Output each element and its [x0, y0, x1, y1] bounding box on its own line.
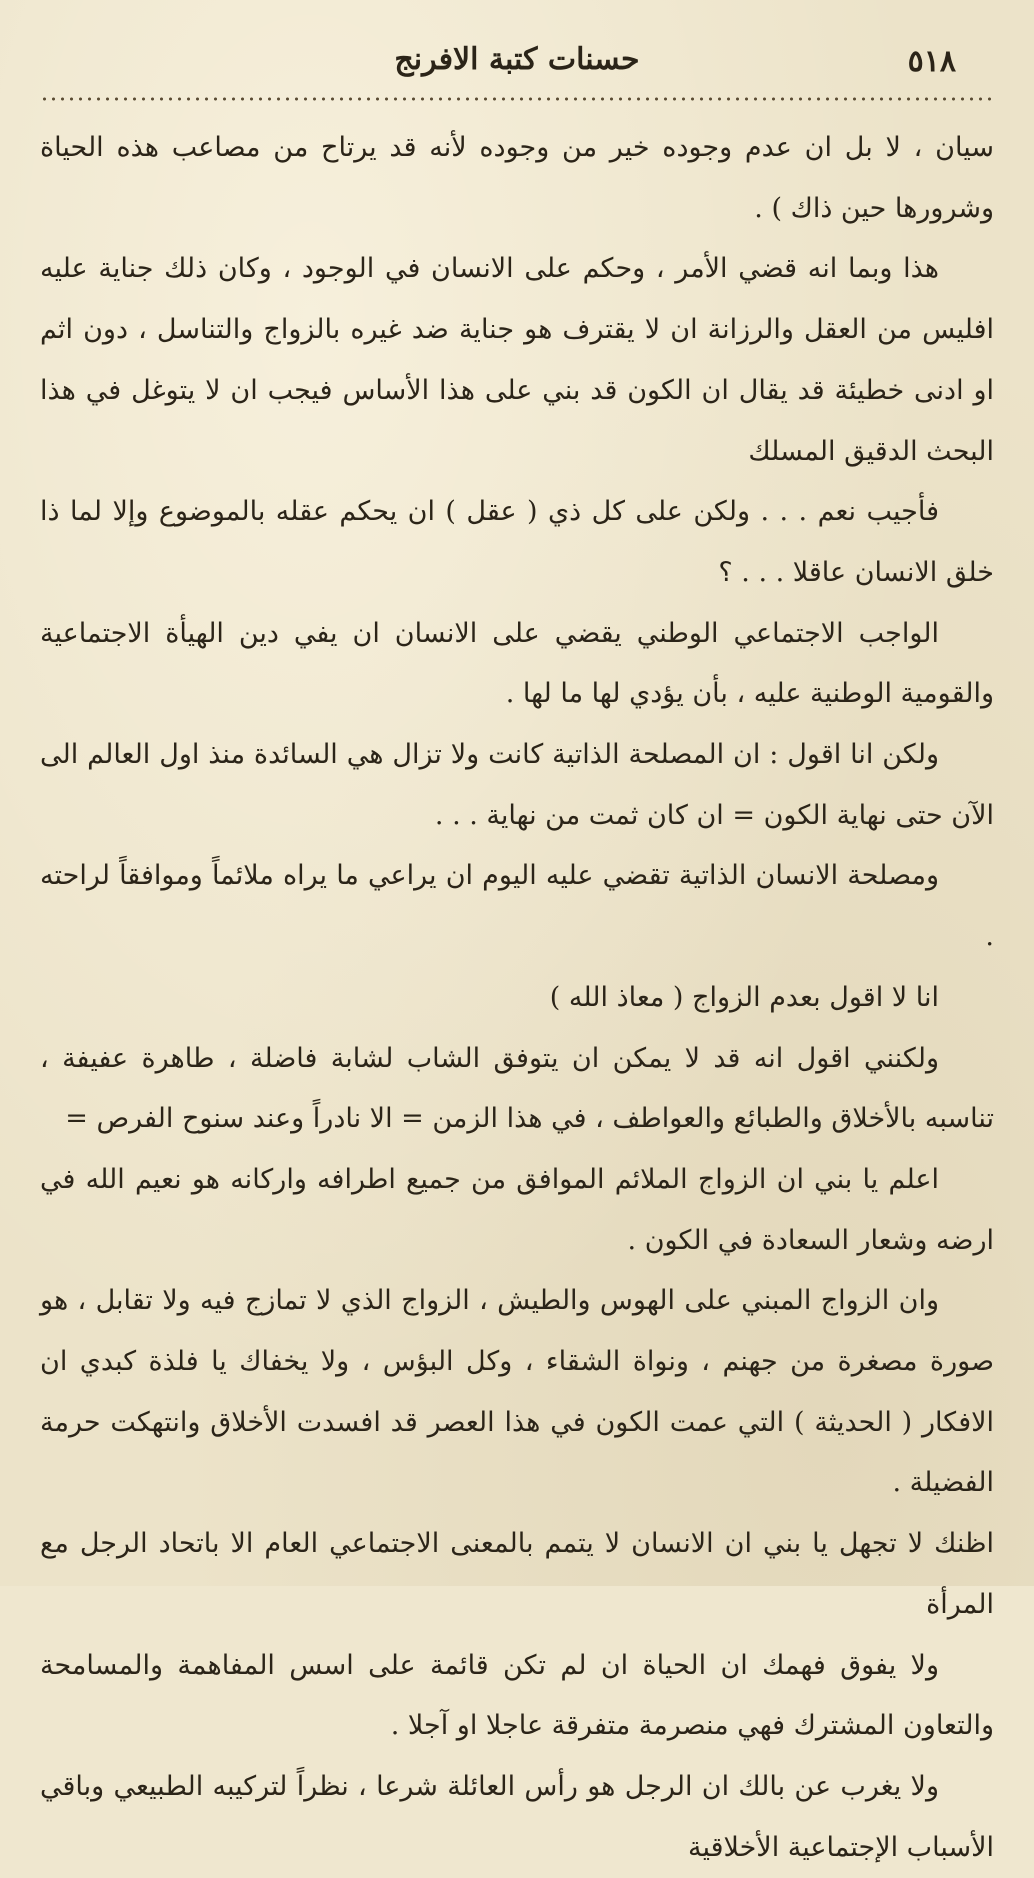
paragraph: ولا يغرب عن بالك ان الرجل هو رأس العائلة شرعا ، نظراً لتركيبه الطبيعي وباقي الأسباب الإجتماعية الأخلاقية — [40, 1770, 994, 1863]
paragraph: فأجيب نعم . . . ولكن على كل ذي ( عقل ) ان يحكم عقله بالموضوع وإلا لما ذا خلق الانسان عاقلا . . . ؟ — [40, 496, 994, 588]
paragraph: اظنك لا تجهل يا بني ان الانسان لا يتمم بالمعنى الاجتماعي العام الا باتحاد الرجل مع المرأة — [40, 1528, 994, 1620]
running-title: حسنات كتبة الافرنج — [394, 42, 640, 77]
header-divider — [40, 96, 994, 102]
body-text — [40, 118, 994, 1878]
page-number: ٥١٨ — [907, 44, 956, 79]
paragraph: الواجب الاجتماعي الوطني يقضي على الانسان ان يفي دين الهيأة الاجتماعية والقومية الوطنية عليه ، بأن يؤدي لها ما لها . — [40, 617, 994, 710]
paragraph: سيان ، لا بل ان عدم وجوده خير من وجوده لأنه قد يرتاح من مصاعب هذه الحياة وشرورها حين ذاك ) . — [40, 132, 994, 224]
page-header — [40, 38, 994, 88]
paragraph: هذا وبما انه قضي الأمر ، وحكم على الانسان في الوجود ، وكان ذلك جناية عليه افليس من العقل والرزانة ان لا يقترف هو جناية ضد غيره بالزواج والتناسل ، دون اثم او ادنى خطيئة قد يقال ان الكون قد بني على هذا الأساس فيجب ان لا يتوغل في هذا البحث الدقيق المسلك — [40, 253, 994, 467]
paragraph: اعلم يا بني ان الزواج الملائم الموافق من جميع اطرافه واركانه هو نعيم الله في ارضه وشعار السعادة في الكون . — [40, 1163, 994, 1256]
paragraph: ومصلحة الانسان الذاتية تقضي عليه اليوم ان يراعي ما يراه ملائماً وموافقاً لراحته . — [40, 860, 994, 953]
paragraph: ولكنني اقول انه قد لا يمكن ان يتوفق الشاب لشابة فاضلة ، طاهرة عفيفة ، تناسبه بالأخلاق والطبائع والعواطف ، في هذا الزمن = الا نادراً وعند سنوح الفرص = — [40, 1042, 994, 1135]
paragraph: انا لا اقول بعدم الزواج ( معاذ الله ) — [549, 981, 939, 1013]
paragraph: ولا يفوق فهمك ان الحياة ان لم تكن قائمة على اسس المفاهمة والمسامحة والتعاون المشترك فهي منصرمة متفرقة عاجلا او آجلا . — [40, 1649, 994, 1742]
paragraph: وان الزواج المبني على الهوس والطيش ، الزواج الذي لا تمازج فيه ولا تقابل ، هو صورة مصغرة من جهنم ، ونواة الشقاء ، وكل البؤس ، ولا يخفاك يا فلذة كبدي ان الافكار ( الحديثة ) التي عمت الكون في هذا العصر قد افسدت الأخلاق وانتهكت حرمة الفضيلة . — [40, 1285, 994, 1499]
paragraph: ولكن انا اقول : ان المصلحة الذاتية كانت ولا تزال هي السائدة منذ اول العالم الى الآن حتى نهاية الكون = ان كان ثمت من نهاية . . . — [40, 739, 994, 831]
